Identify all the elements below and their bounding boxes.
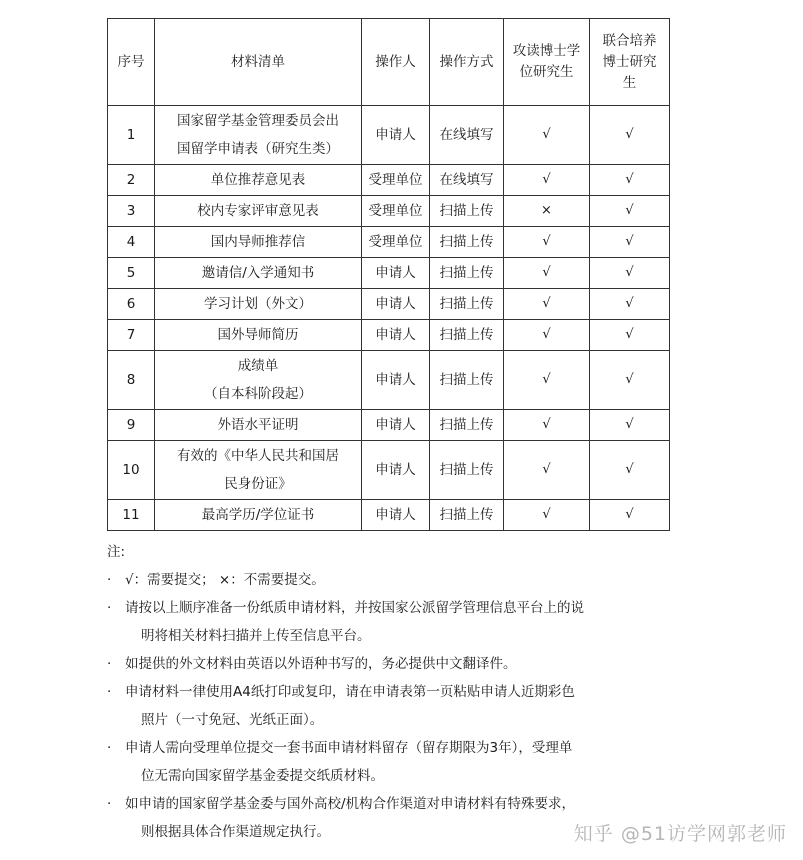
watermark: 知乎 @51访学网郭老师 bbox=[573, 823, 787, 845]
material-line: （自本科阶段起） bbox=[204, 386, 312, 402]
header-phd bbox=[504, 19, 590, 106]
cell-operator: 申请人 bbox=[362, 351, 430, 410]
cell-method: 在线填写 bbox=[430, 165, 504, 196]
cell-phd: √ bbox=[504, 289, 590, 320]
table-header-row bbox=[108, 19, 670, 106]
cell-method: 扫描上传 bbox=[430, 320, 504, 351]
cell-no: 11 bbox=[108, 500, 155, 531]
cell-operator: 申请人 bbox=[362, 258, 430, 289]
cell-material: 外语水平证明 bbox=[155, 410, 362, 441]
note-text-continued: 明将相关材料扫描并上传至信息平台。 bbox=[141, 628, 371, 644]
cell-operator: 申请人 bbox=[362, 410, 430, 441]
cell-joint: √ bbox=[590, 500, 670, 531]
cell-no: 10 bbox=[108, 441, 155, 500]
cell-phd: √ bbox=[504, 227, 590, 258]
cell-joint: √ bbox=[590, 227, 670, 258]
cell-material: 校内专家评审意见表 bbox=[155, 196, 362, 227]
cell-joint: √ bbox=[590, 165, 670, 196]
cell-material: 学习计划（外文） bbox=[155, 289, 362, 320]
header-phd-line1: 攻读博士学 bbox=[512, 43, 581, 59]
cell-no: 4 bbox=[108, 227, 155, 258]
cell-phd: √ bbox=[504, 106, 590, 165]
cell-method: 扫描上传 bbox=[430, 351, 504, 410]
table-row bbox=[108, 289, 670, 320]
bullet-icon: · bbox=[107, 656, 112, 672]
header-joint-line3: 生 bbox=[622, 74, 637, 91]
note-text: 如申请的国家留学基金委与国外高校/机构合作渠道对申请材料有特殊要求， bbox=[125, 796, 576, 812]
cell-phd: √ bbox=[504, 165, 590, 196]
cell-joint: √ bbox=[590, 351, 670, 410]
cell-no: 2 bbox=[108, 165, 155, 196]
table-row bbox=[108, 165, 670, 196]
cell-phd: √ bbox=[504, 500, 590, 531]
notes-section bbox=[107, 538, 687, 846]
note-text: 如提供的外文材料由英语以外语种书写的，务必提供中文翻译件。 bbox=[125, 656, 517, 672]
cell-operator: 申请人 bbox=[362, 500, 430, 531]
table-row bbox=[108, 351, 670, 410]
notes-list bbox=[107, 566, 687, 846]
cell-method: 扫描上传 bbox=[430, 227, 504, 258]
note-item bbox=[107, 566, 687, 594]
cell-method: 扫描上传 bbox=[430, 441, 504, 500]
cell-joint: √ bbox=[590, 410, 670, 441]
bullet-icon: · bbox=[107, 740, 112, 756]
note-text: 请按以上顺序准备一份纸质申请材料，并按国家公派留学管理信息平台上的说 bbox=[125, 600, 584, 616]
cell-joint: √ bbox=[590, 196, 670, 227]
header-joint-line1: 联合培养 bbox=[602, 32, 657, 49]
note-item bbox=[107, 650, 687, 678]
cell-operator: 受理单位 bbox=[362, 196, 430, 227]
cell-operator: 受理单位 bbox=[362, 165, 430, 196]
header-phd-line2: 位研究生 bbox=[519, 64, 574, 80]
material-line: 国留学申请表（研究生类） bbox=[177, 141, 339, 157]
cell-operator: 申请人 bbox=[362, 320, 430, 351]
cell-operator: 申请人 bbox=[362, 441, 430, 500]
cell-no: 8 bbox=[108, 351, 155, 410]
cell-method: 扫描上传 bbox=[430, 410, 504, 441]
note-text: 申请材料一律使用A4纸打印或复印，请在申请表第一页粘贴申请人近期彩色 bbox=[125, 684, 575, 700]
cell-method: 在线填写 bbox=[430, 106, 504, 165]
header-joint-line2: 博士研究 bbox=[602, 53, 657, 70]
cell-joint: √ bbox=[590, 441, 670, 500]
cell-joint: √ bbox=[590, 106, 670, 165]
cell-method: 扫描上传 bbox=[430, 196, 504, 227]
header-material: 材料清单 bbox=[155, 19, 362, 106]
note-item bbox=[107, 734, 687, 790]
notes-title: 注: bbox=[107, 544, 126, 560]
cell-material: 最高学历/学位证书 bbox=[155, 500, 362, 531]
cell-material: 国外导师简历 bbox=[155, 320, 362, 351]
header-no: 序号 bbox=[108, 19, 155, 106]
bullet-icon: · bbox=[107, 796, 112, 812]
cell-material bbox=[155, 441, 362, 500]
note-text: √：需要提交； ×：不需要提交。 bbox=[125, 572, 325, 588]
header-method: 操作方式 bbox=[430, 19, 504, 106]
cell-phd: √ bbox=[504, 351, 590, 410]
note-text-continued: 照片（一寸免冠、光纸正面）。 bbox=[141, 712, 324, 728]
header-operator: 操作人 bbox=[362, 19, 430, 106]
cell-joint: √ bbox=[590, 258, 670, 289]
table-row bbox=[108, 196, 670, 227]
table-row bbox=[108, 410, 670, 441]
material-line: 民身份证》 bbox=[224, 476, 292, 492]
cell-operator: 受理单位 bbox=[362, 227, 430, 258]
cell-material bbox=[155, 106, 362, 165]
material-line: 国家留学基金管理委员会出 bbox=[177, 113, 339, 129]
cell-no: 3 bbox=[108, 196, 155, 227]
note-text: 申请人需向受理单位提交一套书面申请材料留存（留存期限为3年），受理单 bbox=[125, 740, 573, 756]
table-row bbox=[108, 106, 670, 165]
cell-phd: √ bbox=[504, 410, 590, 441]
bullet-icon: · bbox=[107, 600, 112, 616]
cell-joint: √ bbox=[590, 320, 670, 351]
table-row bbox=[108, 227, 670, 258]
cell-joint: √ bbox=[590, 289, 670, 320]
cell-method: 扫描上传 bbox=[430, 289, 504, 320]
cell-no: 9 bbox=[108, 410, 155, 441]
cell-material bbox=[155, 351, 362, 410]
cell-operator: 申请人 bbox=[362, 106, 430, 165]
cell-no: 6 bbox=[108, 289, 155, 320]
note-text-continued: 则根据具体合作渠道规定执行。 bbox=[141, 824, 330, 840]
table-row bbox=[108, 500, 670, 531]
cell-material: 邀请信/入学通知书 bbox=[155, 258, 362, 289]
cell-phd: √ bbox=[504, 441, 590, 500]
table-row bbox=[108, 441, 670, 500]
cell-no: 1 bbox=[108, 106, 155, 165]
material-line: 有效的《中华人民共和国居 bbox=[177, 448, 339, 464]
cell-material: 单位推荐意见表 bbox=[155, 165, 362, 196]
note-item bbox=[107, 678, 687, 734]
cell-phd: × bbox=[504, 196, 590, 227]
table-row bbox=[108, 258, 670, 289]
cell-method: 扫描上传 bbox=[430, 500, 504, 531]
materials-table bbox=[107, 18, 670, 531]
cell-phd: √ bbox=[504, 258, 590, 289]
bullet-icon: · bbox=[107, 572, 112, 588]
table-row bbox=[108, 320, 670, 351]
cell-material: 国内导师推荐信 bbox=[155, 227, 362, 258]
cell-no: 7 bbox=[108, 320, 155, 351]
cell-method: 扫描上传 bbox=[430, 258, 504, 289]
cell-operator: 申请人 bbox=[362, 289, 430, 320]
header-joint bbox=[590, 19, 670, 106]
cell-no: 5 bbox=[108, 258, 155, 289]
material-line: 成绩单 bbox=[237, 358, 279, 374]
cell-phd: √ bbox=[504, 320, 590, 351]
bullet-icon: · bbox=[107, 684, 112, 700]
note-text-continued: 位无需向国家留学基金委提交纸质材料。 bbox=[141, 768, 384, 784]
note-item bbox=[107, 594, 687, 650]
